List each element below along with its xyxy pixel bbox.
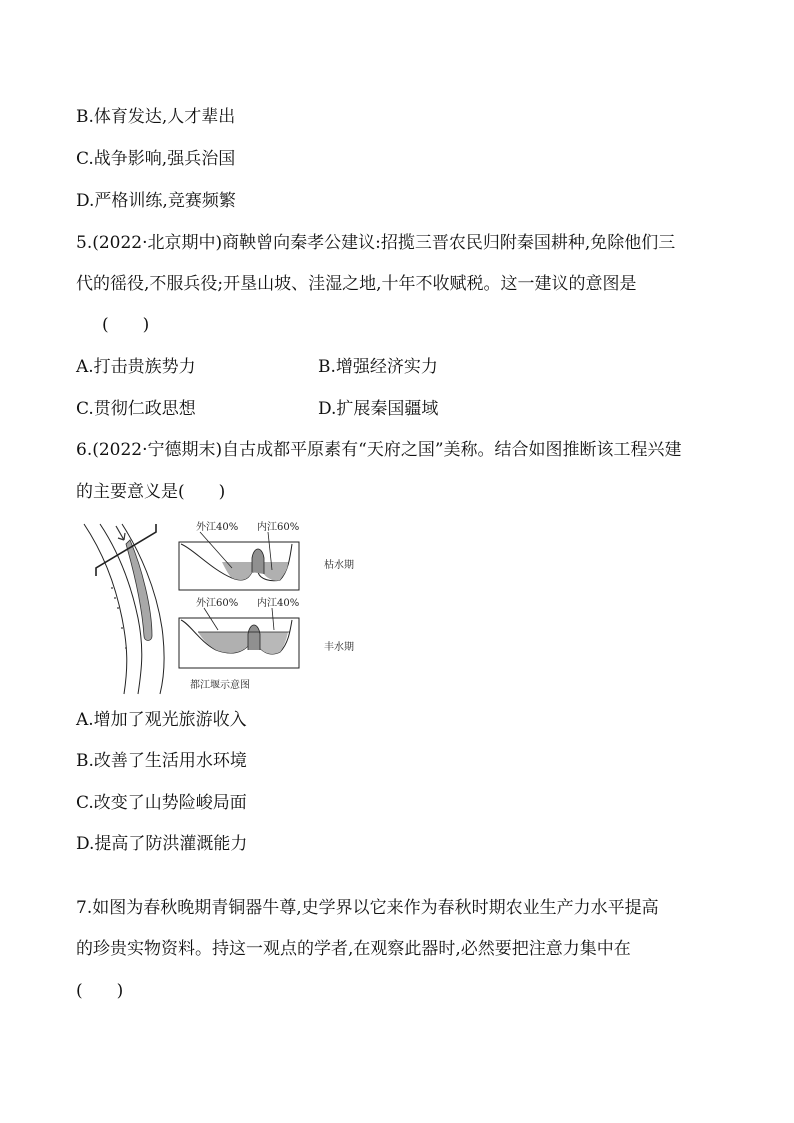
q4-option-b: B.体育发达,人才辈出	[76, 107, 236, 127]
flood-inner-label: 内江40%	[257, 598, 300, 609]
q7-stem-line2: 的珍贵实物资料。持这一观点的学者,在观察此器时,必然要把注意力集中在	[76, 939, 631, 959]
q5-option-c: C.贯彻仁政思想	[76, 399, 196, 419]
q5-stem-line2: 代的徭役,不服兵役;开垦山坡、洼湿之地,十年不收赋税。这一建议的意图是	[76, 274, 637, 294]
dujiangyan-diagram	[82, 518, 372, 698]
q5-option-d: D.扩展秦国疆域	[318, 399, 439, 419]
q6-option-b: B.改善了生活用水环境	[76, 751, 247, 771]
q6-option-a: A.增加了观光旅游收入	[76, 710, 247, 730]
q6-option-c: C.改变了山势险峻局面	[76, 793, 247, 813]
flood-season-section	[179, 596, 354, 668]
q5-answer-blank: ( )	[102, 315, 150, 335]
flood-season-label: 丰水期	[324, 642, 354, 653]
q7-stem-line1: 7.如图为春秋晚期青铜器牛尊,史学界以它来作为春秋时期农业生产力水平提高	[76, 898, 659, 918]
q7-answer-blank: ( )	[76, 981, 124, 1001]
dry-inner-label: 内江60%	[257, 522, 300, 533]
q4-option-c: C.战争影响,强兵治国	[76, 149, 236, 169]
flood-outer-label: 外江60%	[196, 598, 239, 609]
river-map-sketch	[84, 524, 164, 694]
q5-stem-line1: 5.(2022·北京期中)商鞅曾向秦孝公建议:招揽三晋农民归附秦国耕种,免除他们三	[76, 233, 676, 253]
q6-stem-line2: 的主要意义是( )	[76, 482, 226, 502]
q4-option-d: D.严格训练,竞赛频繁	[76, 191, 236, 211]
q6-option-d: D.提高了防洪灌溉能力	[76, 834, 248, 854]
q5-option-a: A.打击贵族势力	[76, 357, 196, 377]
diagram-caption: 都江堰示意图	[190, 680, 250, 691]
dry-season-section	[179, 520, 354, 590]
q5-option-b: B.增强经济实力	[318, 357, 438, 377]
dry-outer-label: 外江40%	[196, 522, 239, 533]
q6-stem-line1: 6.(2022·宁德期末)自古成都平原素有“天府之国”美称。结合如图推断该工程兴建	[76, 440, 682, 460]
dry-season-label: 枯水期	[324, 560, 354, 571]
